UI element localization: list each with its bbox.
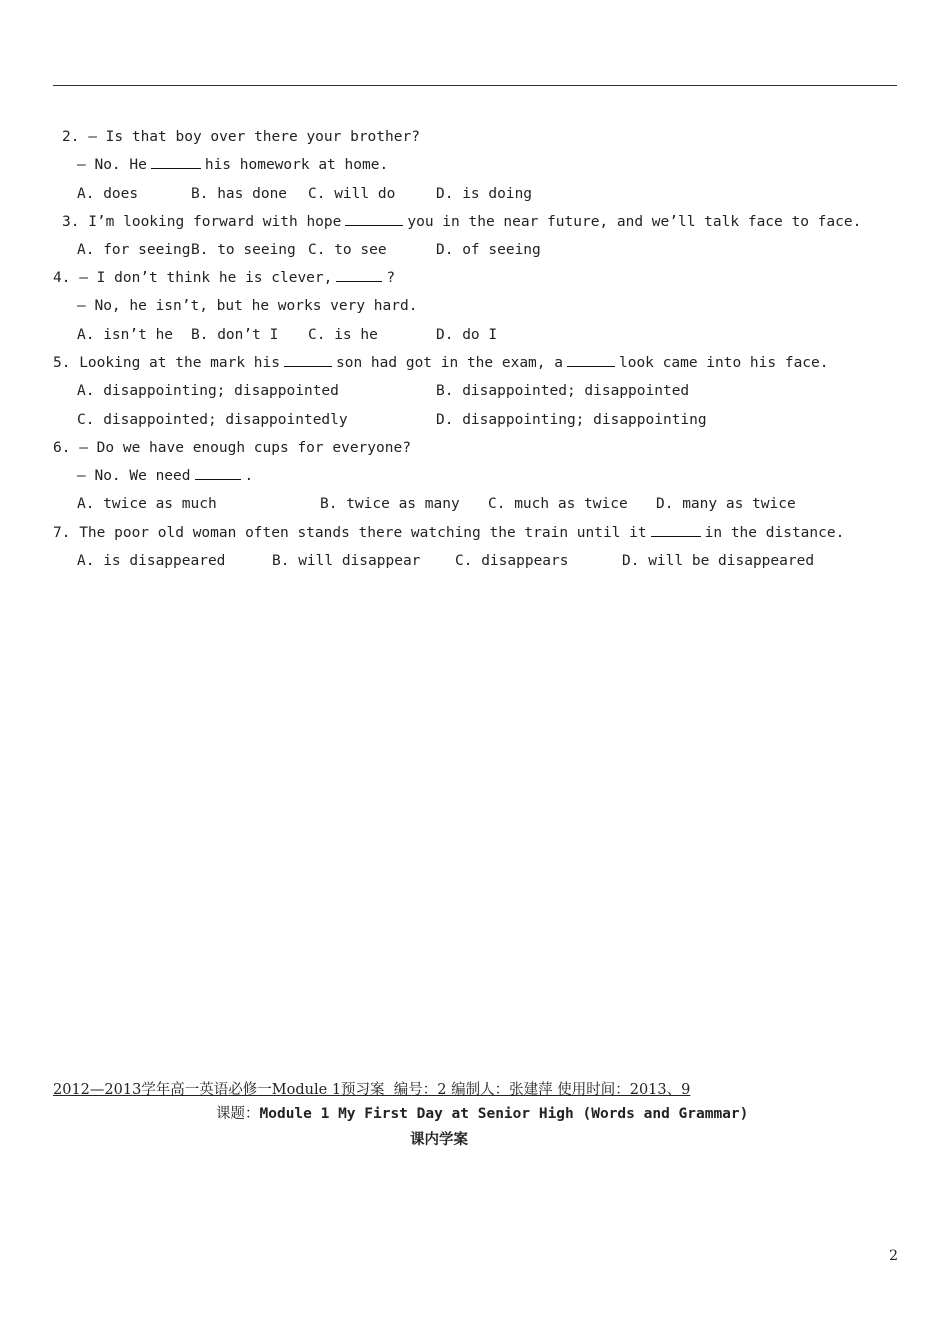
- q5-option-a: A. disappointing; disappointed: [77, 383, 339, 399]
- q3-option-d: D. of seeing: [436, 242, 541, 258]
- q7-stem: 7. The poor old woman often stands there watching the train until it in the distance.: [53, 525, 845, 541]
- q4-option-c: C. is he: [308, 327, 378, 343]
- answer-blank: [336, 269, 382, 282]
- q2-stem: 2. — Is that boy over there your brother?: [62, 129, 420, 145]
- q3-stem: 3. I’m looking forward with hope you in the near future, and we’ll talk face to face.: [62, 214, 862, 230]
- q2-option-c: C. will do: [308, 186, 396, 202]
- q2-option-b: B. has done: [191, 186, 288, 202]
- page-number: 2: [889, 1248, 898, 1264]
- q4-stem: 4. — I don’t think he is clever, ?: [53, 270, 396, 286]
- q3-option-c: C. to see: [308, 242, 387, 258]
- q2-option-d: D. is doing: [436, 186, 533, 202]
- answer-blank: [651, 524, 701, 537]
- q2-option-a: A. does: [77, 186, 139, 202]
- q5-option-c: C. disappointed; disappointedly: [77, 412, 348, 428]
- document-info-line: 2012—2013学年高一英语必修一Module 1预习案 编号：2 编制人：张建萍 使用时间：2013、9: [53, 1082, 691, 1098]
- q3-option-b: B. to seeing: [191, 242, 296, 258]
- lesson-subtitle: 课内学案: [410, 1132, 468, 1148]
- q7-option-b: B. will disappear: [272, 553, 421, 569]
- answer-blank: [284, 354, 332, 367]
- answer-blank: [567, 354, 615, 367]
- q4-line2: — No, he isn’t, but he works very hard.: [77, 298, 418, 314]
- q7-option-c: C. disappears: [455, 553, 569, 569]
- q3-option-a: A. for seeing: [77, 242, 191, 258]
- q4-option-d: D. do I: [436, 327, 498, 343]
- answer-blank: [195, 467, 241, 480]
- answer-blank: [151, 156, 201, 169]
- q4-option-a: A. isn’t he: [77, 327, 174, 343]
- q6-option-a: A. twice as much: [77, 496, 217, 512]
- q6-option-b: B. twice as many: [320, 496, 460, 512]
- q7-option-a: A. is disappeared: [77, 553, 226, 569]
- q4-option-b: B. don’t I: [191, 327, 279, 343]
- header-rule: [53, 85, 897, 86]
- q7-option-d: D. will be disappeared: [622, 553, 815, 569]
- q2-line2: — No. He his homework at home.: [77, 157, 389, 173]
- q6-option-c: C. much as twice: [488, 496, 628, 512]
- q5-stem: 5. Looking at the mark his son had got in the exam, a look came into his face.: [53, 355, 829, 371]
- answer-blank: [345, 213, 403, 226]
- q6-stem: 6. — Do we have enough cups for everyone?: [53, 440, 411, 456]
- q5-option-b: B. disappointed; disappointed: [436, 383, 690, 399]
- lesson-title: 课题：Module 1 My First Day at Senior High (Words and Grammar): [216, 1106, 749, 1122]
- q5-option-d: D. disappointing; disappointing: [436, 412, 707, 428]
- q6-line2: — No. We need .: [77, 468, 254, 484]
- q6-option-d: D. many as twice: [656, 496, 796, 512]
